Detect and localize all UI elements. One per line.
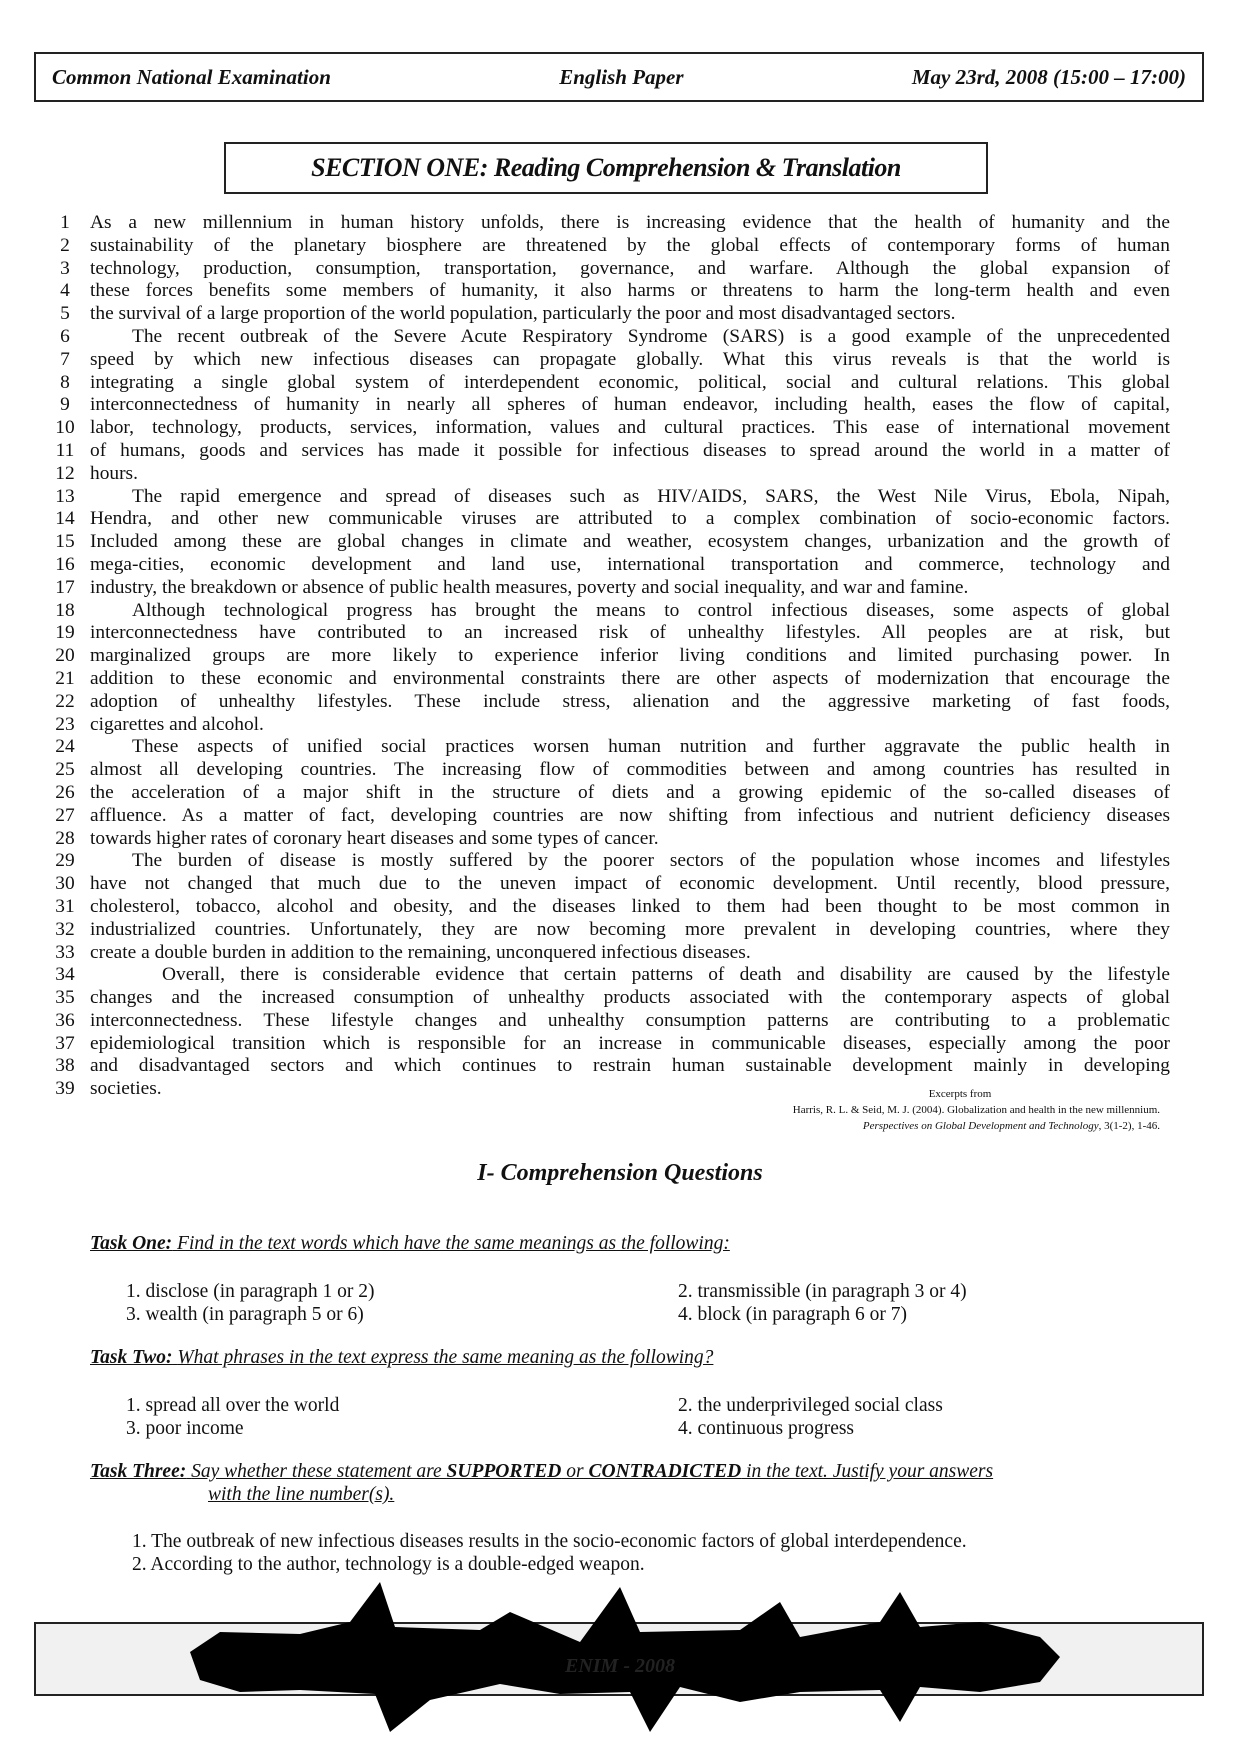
passage-line [40, 531, 1170, 554]
line-number: 10 [55, 417, 75, 439]
source-label: Excerpts from [928, 1088, 992, 1100]
passage-line-text: the acceleration of a major shift in the structure of diets and a growing epidemic of the so-called diseases of [90, 781, 1170, 803]
exam-header [34, 52, 1204, 102]
passage-line-text: adoption of unhealthy lifestyles. These include stress, alienation and the aggressive marketing of fast foods, [90, 690, 1170, 712]
task-two-text: What phrases in the text express the same meaning as the following? [177, 1347, 714, 1368]
line-number: 13 [55, 485, 75, 507]
passage-line-text: integrating a single global system of interdependent economic, political, social and cultural relations. This global [90, 371, 1170, 393]
passage-line [40, 668, 1170, 691]
task-one-instruction [90, 1232, 1170, 1255]
passage-line-text: These aspects of unified social practices worsen human nutrition and further aggravate the public health in [132, 736, 1170, 758]
list-item: 2. According to the author, technology is a double-edged weapon. [132, 1554, 645, 1575]
passage-line-text: Included among these are global changes in climate and weather, ecosystem changes, urbanization and the growth of [90, 531, 1170, 553]
list-item: 4. block (in paragraph 6 or 7) [678, 1304, 908, 1325]
line-number: 7 [60, 348, 70, 370]
passage-line [40, 782, 1170, 805]
passage-line [40, 394, 1170, 417]
passage-line-text: Hendra, and other new communicable viruses are attributed to a complex combination of socio-economic factors. [90, 508, 1170, 530]
line-number: 36 [55, 1009, 75, 1031]
line-number: 38 [55, 1055, 75, 1077]
passage-line [40, 919, 1170, 942]
source-journal-line [640, 1118, 1160, 1134]
passage-line-text: speed by which new infectious diseases can propagate globally. What this virus reveals is that the world is [90, 348, 1170, 370]
passage-line [40, 987, 1170, 1010]
passage-line [40, 691, 1170, 714]
passage-line [40, 258, 1170, 281]
line-number: 17 [55, 576, 75, 598]
task-three-instruction [90, 1460, 1170, 1506]
line-number: 28 [55, 827, 75, 849]
passage-line-text: of humans, goods and services has made it possible for infectious diseases to spread around the world in a matter of [90, 439, 1170, 461]
passage-line-text: epidemiological transition which is responsible for an increase in communicable diseases, especially among the poor [90, 1032, 1170, 1054]
passage-line [40, 964, 1170, 987]
passage-line-text: interconnectedness have contributed to an increased risk of unhealthy lifestyles. All peoples are at risk, but [90, 622, 1170, 644]
passage-line-text: sustainability of the planetary biosphere are threatened by the global effects of contemporary forms of human [90, 234, 1170, 256]
passage-line-text: As a new millennium in human history unfolds, there is increasing evidence that the health of humanity and the [90, 212, 1170, 233]
line-number: 18 [55, 599, 75, 621]
line-number: 39 [55, 1078, 75, 1100]
passage-line [40, 805, 1170, 828]
header-date: May 23rd, 2008 (15:00 – 17:00) [911, 64, 1186, 89]
line-number: 25 [55, 759, 75, 781]
passage-line-text: these forces benefits some members of humanity, it also harms or threatens to harm the long-term health and even [90, 280, 1170, 302]
passage-line [40, 736, 1170, 759]
line-number: 20 [55, 645, 75, 667]
passage-line-text: Although technological progress has brought the means to control infectious diseases, some aspects of global [132, 599, 1170, 621]
passage-line-text: and disadvantaged sectors and which continues to restrain human sustainable development mainly in developing [90, 1055, 1170, 1077]
task-one-items [126, 1280, 1126, 1326]
passage-line-text: the survival of a large proportion of the world population, particularly the poor and most disadvantaged sectors. [90, 303, 956, 325]
line-number: 22 [55, 690, 75, 712]
source-citation [640, 1086, 1160, 1134]
task-two-instruction [90, 1346, 1170, 1369]
passage-line-text: have not changed that much due to the uneven impact of economic development. Until recently, blood pressure, [90, 873, 1170, 895]
list-item: 2. the underprivileged social class [678, 1395, 943, 1416]
passage-line-text: addition to these economic and environmental constraints there are other aspects of modernization that encourage the [90, 667, 1170, 689]
line-number: 29 [55, 850, 75, 872]
passage-line-text: towards higher rates of coronary heart diseases and some types of cancer. [90, 827, 659, 849]
list-item: 2. transmissible (in paragraph 3 or 4) [678, 1281, 967, 1302]
passage-line [40, 326, 1170, 349]
passage-line [40, 600, 1170, 623]
header-paper: English Paper [559, 64, 684, 89]
line-number: 11 [55, 439, 75, 461]
passage-line [40, 714, 1170, 737]
passage-line-text: societies. [90, 1078, 162, 1100]
source-journal: Perspectives on Global Development and Technology [862, 1120, 1099, 1132]
passage-line [40, 417, 1170, 440]
passage-line-text: technology, production, consumption, transportation, governance, and warfare. Although the global expansion of [90, 257, 1170, 279]
passage-line [40, 1010, 1170, 1033]
list-item: 1. The outbreak of new infectious diseases results in the socio-economic factors of global interdependence. [132, 1531, 967, 1552]
passage-line [40, 850, 1170, 873]
passage-line [40, 622, 1170, 645]
line-number: 32 [55, 918, 75, 940]
line-number: 19 [55, 622, 75, 644]
passage-line [40, 554, 1170, 577]
line-number: 21 [55, 667, 75, 689]
passage-line-text: interconnectedness of humanity in nearly all spheres of human endeavor, including health, eases the flow of capital, [90, 394, 1170, 416]
passage-line [40, 486, 1170, 509]
list-item: 3. wealth (in paragraph 5 or 6) [126, 1304, 364, 1325]
passage-line [40, 303, 1170, 326]
source-reference [640, 1102, 1160, 1118]
task-three-items [132, 1530, 1132, 1576]
passage-line [40, 508, 1170, 531]
line-number: 3 [60, 257, 70, 279]
passage-line [40, 759, 1170, 782]
header-exam-name: Common National Examination [52, 64, 331, 89]
passage-line [40, 645, 1170, 668]
line-number: 9 [60, 394, 70, 416]
passage-line [40, 372, 1170, 395]
passage-line [40, 440, 1170, 463]
task-three-label: Task Three: [90, 1461, 187, 1482]
task-three-text-a: Say whether these statement are [191, 1461, 447, 1482]
line-number: 15 [55, 531, 75, 553]
line-number: 37 [55, 1032, 75, 1054]
task-two-items [126, 1394, 1126, 1440]
passage-line-text: create a double burden in addition to the remaining, unconquered infectious diseases. [90, 941, 751, 963]
passage-line-text: changes and the increased consumption of unhealthy products associated with the contemporary aspects of global [90, 987, 1170, 1009]
passage-line [40, 873, 1170, 896]
task-three-or: or [561, 1461, 589, 1482]
passage-line-text: marginalized groups are more likely to experience inferior living conditions and limited purchasing power. In [90, 645, 1170, 667]
source-citation-text: Harris, R. L. & Seid, M. J. (2004). Globalization and health in the new millennium. [792, 1104, 1160, 1116]
passage-line-text: The rapid emergence and spread of diseases such as HIV/AIDS, SARS, the West Nile Virus, Ebola, Nipah, [132, 485, 1170, 507]
task-two-label: Task Two: [90, 1347, 173, 1368]
passage-line [40, 463, 1170, 486]
passage-line [40, 828, 1170, 851]
section-title: SECTION ONE: Reading Comprehension & Translation [311, 153, 901, 182]
task-one-label: Task One: [90, 1233, 173, 1254]
list-item: 4. continuous progress [678, 1418, 855, 1439]
task-one-text: Find in the text words which have the same meanings as the following: [177, 1233, 730, 1254]
line-number: 26 [55, 781, 75, 803]
passage-line [40, 235, 1170, 258]
passage-line-text: affluence. As a matter of fact, developing countries are now shifting from infectious and nutrient deficiency diseases [90, 804, 1170, 826]
passage-line [40, 896, 1170, 919]
supported-keyword: SUPPORTED [446, 1461, 562, 1482]
passage-line [40, 1033, 1170, 1056]
line-number: 31 [55, 895, 75, 917]
passage-line [40, 1055, 1170, 1078]
passage-line [40, 942, 1170, 965]
passage-line-text: The recent outbreak of the Severe Acute Respiratory Syndrome (SARS) is a good example of the unprecedented [132, 325, 1170, 347]
passage-line-text: Overall, there is considerable evidence that certain patterns of death and disability are caused by the lifestyle [162, 964, 1170, 986]
passage-line-text: interconnectedness. These lifestyle changes and unhealthy consumption patterns are contributing to a problematic [90, 1009, 1170, 1031]
reading-passage [40, 212, 1170, 1101]
list-item: 1. disclose (in paragraph 1 or 2) [126, 1281, 375, 1302]
line-number: 34 [55, 964, 75, 986]
passage-line-text: almost all developing countries. The increasing flow of commodities between and among countries has resulted in [90, 759, 1170, 781]
line-number: 33 [55, 941, 75, 963]
line-number: 30 [55, 873, 75, 895]
line-number: 2 [60, 234, 70, 256]
questions-heading: I- Comprehension Questions [477, 1160, 763, 1186]
line-number: 27 [55, 804, 75, 826]
line-number: 16 [55, 553, 75, 575]
line-number: 4 [60, 280, 70, 302]
line-number: 12 [55, 462, 75, 484]
passage-line-text: hours. [90, 462, 138, 484]
line-number: 6 [60, 325, 70, 347]
passage-line-text: labor, technology, products, services, information, values and cultural practices. This ease of international movement [90, 417, 1170, 439]
line-number: 14 [55, 508, 75, 530]
line-number: 5 [60, 303, 70, 325]
line-number: 35 [55, 987, 75, 1009]
line-number: 24 [55, 736, 75, 758]
passage-line-text: industry, the breakdown or absence of public health measures, poverty and social inequality, and war and famine. [90, 576, 969, 598]
passage-line [40, 212, 1170, 235]
source-volume: , 3(1-2), 1-46. [1098, 1120, 1160, 1132]
section-title-box [224, 142, 988, 194]
passage-line-text: mega-cities, economic development and land use, international transportation and commerce, technology and [90, 553, 1170, 575]
task-three-text-c: with the line number(s). [208, 1484, 395, 1505]
passage-line-text: cigarettes and alcohol. [90, 713, 264, 735]
line-number: 8 [60, 371, 70, 393]
list-item: 1. spread all over the world [126, 1395, 340, 1416]
passage-line-text: cholesterol, tobacco, alcohol and obesity, and the diseases linked to them had been thought to be most common in [90, 895, 1170, 917]
footer-code: ENIM - 2008 [564, 1655, 675, 1677]
passage-line-text: industrialized countries. Unfortunately, they are now becoming more prevalent in developing countries, where they [90, 918, 1170, 940]
passage-line [40, 349, 1170, 372]
passage-line [40, 577, 1170, 600]
contradicted-keyword: CONTRADICTED [588, 1461, 742, 1482]
line-number: 1 [60, 212, 70, 233]
list-item: 3. poor income [126, 1418, 244, 1439]
line-number: 23 [55, 713, 75, 735]
task-three-text-b: in the text. Justify your answers [741, 1461, 994, 1482]
passage-line-text: The burden of disease is mostly suffered by the poorer sectors of the population whose incomes and lifestyles [132, 850, 1170, 872]
passage-line [40, 280, 1170, 303]
